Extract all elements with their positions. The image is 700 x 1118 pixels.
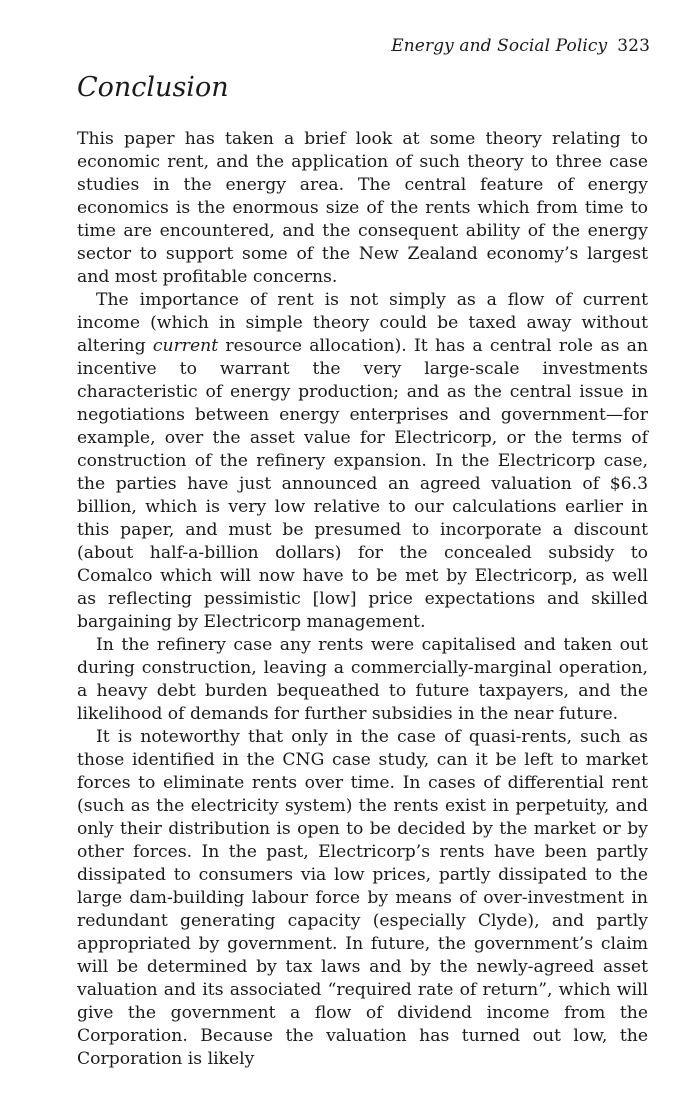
running-head <box>391 36 650 56</box>
page-number: 323 <box>617 36 650 56</box>
paragraph-4: It is noteworthy that only in the case of quasi-rents, such as those identified in the CNG case study, can it be left to market forces to eliminate rents over time. In cases of differential rent (such as the electricity system) the rents exist in perpetuity, and only their distribution is open to be decided by the market or by other forces. In the past, Electricorp’s rents have been partly dissipated to consumers via low prices, partly dissipated to the large dam-building labour force by means of over-investment in redundant generating capacity (especially Clyde), and partly appropriated by government. In future, the government’s claim will be determined by tax laws and by the newly-agreed asset valuation and its associated “required rate of return”, which will give the government a flow of dividend income from the Corporation. Because the valuation has turned out low, the Corporation is likely <box>77 727 648 1069</box>
paragraph-1: This paper has taken a brief look at some theory relating to economic rent, and the application of such theory to three case studies in the energy area. The central feature of energy economics is the enormous size of the rents which from time to time are encountered, and the consequent ability of the energy sector to support some of the New Zealand economy’s largest and most profitable concerns. <box>77 129 648 287</box>
body-text <box>77 128 648 1071</box>
paragraph-2-part-1: The importance of rent is not simply as a flow of current income (which in simple theory could be taxed away without altering <box>77 290 648 356</box>
paragraph-3: In the refinery case any rents were capitalised and taken out during construction, leaving a commercially-marginal operation, a heavy debt burden bequeathed to future taxpayers, and the likelihood of demands for further subsidies in the near future. <box>77 635 648 724</box>
section-heading: Conclusion <box>77 72 229 103</box>
running-head-title: Energy and Social Policy <box>391 36 608 56</box>
paragraph-2 <box>77 289 648 634</box>
paragraph-2-part-2: resource allocation). It has a central role as an incentive to warrant the very large-scale investments characteristic of energy production; and as the central issue in negotiations between energy enterprises and government—for example, over the asset value for Electricorp, or the terms of construction of the refinery expansion. In the Electricorp case, the parties have just announced an agreed valuation of $6.3 billion, which is very low relative to our calculations earlier in this paper, and must be presumed to incorporate a discount (about half-a-billion dollars) for the concealed subsidy to Comalco which will now have to be met by Electricorp, as well as reflecting pessimistic [low] price expectations and skilled bargaining by Electricorp management. <box>77 336 648 632</box>
paragraph-2-italic: current <box>152 336 219 356</box>
